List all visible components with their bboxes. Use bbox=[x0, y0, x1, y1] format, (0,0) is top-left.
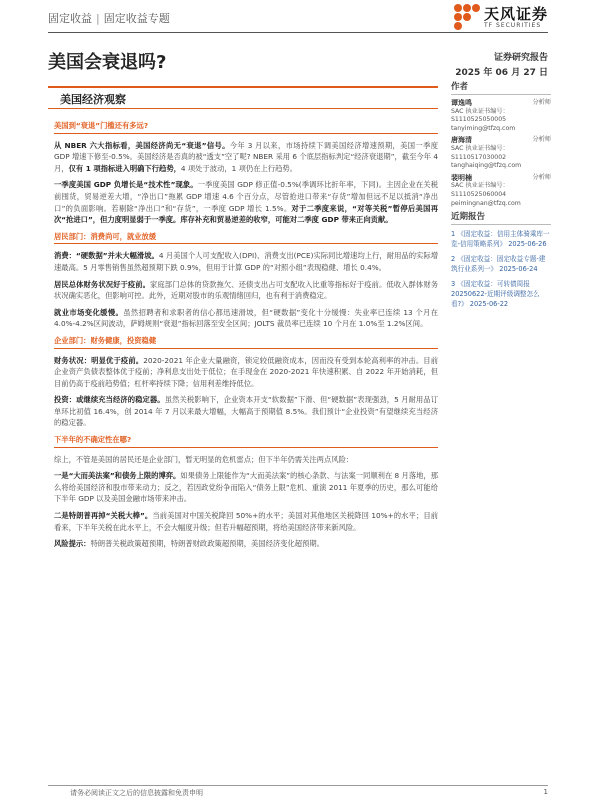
paragraph-text: 特朗普关税政策超预期，特朗普财政政策超预期，美国经济变化超预期。 bbox=[90, 539, 324, 549]
header-tags bbox=[48, 10, 170, 26]
paragraph-lead: 一是“大而美法案”和债务上限的博弈。 bbox=[54, 471, 181, 481]
section bbox=[54, 335, 438, 429]
logo-mark-icon bbox=[454, 4, 480, 30]
paragraph-lead: 风险提示： bbox=[54, 539, 91, 549]
author-email[interactable]: tanyiming@tfzq.com bbox=[451, 124, 516, 132]
report-date: 2025 年 06 月 27 日 bbox=[455, 68, 548, 78]
paragraph-text: 综上，不管是美国的居民还是企业部门，暂无明显的危机雷点；但下半年仍需关注两点风险： bbox=[54, 454, 354, 464]
paragraph bbox=[54, 538, 438, 550]
doc-type: 证券研究报告 bbox=[493, 53, 548, 63]
paragraph-lead: 财务状况：明显优于疫前。 bbox=[54, 355, 144, 365]
paragraph-text: 如果债务上限能作为“大而美法案”的核心条款、与法案一同顺利在 8 月落地，那么将给美国经济和股市带来动力；反之，若因政党纷争而陷入“债务上限”危机、重演 2011 年夏季的历史，那么可能给下半年 GDP 以及美国金融市场带来冲击。 bbox=[54, 471, 439, 504]
paragraph-text: 2020-2021 年企业大量融资，锁定较低融资成本，因而没有受到本轮高利率的冲击。目前企业资产负债表整体优于疫前；净利息支出处于低位；在手现金在 2020-2021 年快速积累、自 2022 年开始消耗，但目前仍高于疫前趋势值；杠杆率持续下降；信用利差维持低位。 bbox=[54, 355, 439, 388]
footer-disclaimer: 请务必阅读正文之后的信息披露和免责申明 bbox=[70, 789, 203, 797]
section-heading: 企业部门：财务健康，投资稳健 bbox=[54, 335, 438, 349]
paragraph bbox=[54, 454, 438, 466]
author-role: 分析师 bbox=[532, 173, 551, 181]
paragraph bbox=[54, 140, 438, 175]
paragraph bbox=[54, 355, 438, 390]
paragraph-lead: 就业市场变化缓慢。 bbox=[54, 307, 124, 317]
logo-text-en: TF SECURITIES bbox=[483, 21, 542, 29]
paragraph bbox=[54, 470, 438, 505]
authors-panel bbox=[451, 80, 551, 211]
author-card bbox=[451, 99, 551, 133]
paragraph-text: 4 月美国个人可支配收入(DPI)、消费支出(PCE)实际同比增速均上行，耐用品的实际增速最高。5 月零售销售虽然超预期下跌 0.9%，但用于计算 GDP 的“对照小组”表现稳健、增长 0.4%。 bbox=[54, 251, 439, 272]
paragraph-text: 今年 3 月以来，市场持续下调美国经济增速预期，美国一季度 GDP 增速下修至-0.5%。美国经济是否真的被“透支”空了呢? NBER 采用 6 个底层指标判定“经济衰退期”，截至今年 4 月， bbox=[54, 140, 438, 173]
section-heading: 美国到“衰退”门槛还有多远? bbox=[54, 120, 438, 134]
authors-heading: 作者 bbox=[451, 80, 551, 95]
paragraph bbox=[54, 179, 438, 225]
logo-text-cn: 天风证券 bbox=[483, 4, 548, 23]
author-name: 谭逸鸣 bbox=[451, 99, 472, 107]
main-content bbox=[54, 120, 438, 555]
author-cert: SAC 执业证书编号：S1110525060004 bbox=[451, 182, 509, 198]
recent-report-link[interactable]: 1 《固定收益：信用主体骑乘库一览-信用策略系列》 2025-06-26 bbox=[451, 230, 550, 249]
paragraph bbox=[54, 307, 438, 330]
author-cert: SAC 执业证书编号：S1110517030002 bbox=[451, 144, 509, 161]
paragraph-lead: 一季度美国 GDP 负增长是“技术性”现象。 bbox=[54, 180, 198, 190]
footer-divider bbox=[48, 785, 548, 786]
paragraph-text: 一季度美国 GDP 修正值-0.5%(季调环比折年率，下同)。主因企业在关税前囤货，贸易逆差大增，“净出口”拖累 GDP 增速 4.6 个百分点，尽管抢进口带来“存货”增加但远不足以抵消“净出口”的负面影响。若剔除“净出口”和“存货”，一季度 GDP 增长 1.5%。 bbox=[54, 180, 438, 213]
paragraph-text: 虽然关税影响下，企业资本开支“软数据”下滑、但“硬数据”表现强劲，5 月耐用品订单环比初值 16.4%，创 2014 年 7 月以来最大增幅，大幅高于预期值 8.5%。我们预计“企业投资”有望继续充当经济的稳定器。 bbox=[54, 395, 438, 428]
header-tag-topic: 固定收益专题 bbox=[103, 12, 170, 25]
author-email[interactable]: peimingnan@tfzq.com bbox=[451, 199, 521, 207]
recent-report-link[interactable]: 3 《固定收益：可转债周报 20250622-近期评级调整怎么看?》 2025-06-22 bbox=[451, 279, 540, 309]
recent-reports-heading: 近期报告 bbox=[451, 210, 551, 225]
paragraph-text: 当前美国对中国关税降回 50%+的水平；美国对其他地区关税降回 10%+的水平；目前看来，下半年关税在此水平上，不会大幅度升级；但若升幅超预期，将给美国经济带来新风险。 bbox=[54, 511, 438, 532]
author-card bbox=[451, 174, 551, 208]
author-role: 分析师 bbox=[532, 99, 551, 106]
page-number: 1 bbox=[543, 788, 548, 796]
author-name: 裴明楠 bbox=[451, 173, 472, 182]
author-card bbox=[451, 136, 551, 170]
paragraph-lead: 二是特朗普再掉“关税大棒”。 bbox=[54, 511, 153, 521]
subtitle: 美国经济观察 bbox=[60, 93, 126, 106]
paragraph bbox=[54, 510, 438, 533]
paragraph-lead: 从 NBER 六大指标看，美国经济尚无“衰退”信号。 bbox=[54, 140, 230, 150]
section-heading: 居民部门：消费尚可，就业放缓 bbox=[54, 231, 438, 245]
paragraph bbox=[54, 279, 438, 302]
section-heading: 下半年的不确定性在哪? bbox=[54, 434, 438, 448]
header-tag-fixed-income: 固定收益 bbox=[48, 12, 92, 25]
recent-reports-panel bbox=[451, 210, 551, 314]
recent-report-link[interactable]: 2 《固定收益：固定收益专题-建筑行业系列一》 2025-06-24 bbox=[451, 254, 546, 274]
company-logo bbox=[454, 2, 548, 32]
section bbox=[54, 120, 438, 226]
header-separator: | bbox=[96, 12, 100, 25]
paragraph-lead: 居民总体财务状况好于疫前。 bbox=[54, 279, 151, 289]
paragraph-emphasis: 仅有 1 项指标进入明确下行趋势， bbox=[68, 163, 181, 173]
author-email[interactable]: tanghaiqing@tfzq.com bbox=[451, 162, 522, 170]
paragraph bbox=[54, 394, 438, 429]
paragraph-text: 家庭部门总体的贷款拖欠、还债支出占可支配收入比重等指标好于疫前。低收入群体财务状况确实恶化，但影响可控。此外，近期对股市的乐观情绪回归，也有利于消费稳定。 bbox=[54, 279, 439, 301]
author-role: 分析师 bbox=[532, 136, 551, 144]
paragraph-emphasis: 对于二季度来说，“对等关税”暂停后美国再次“抢进口”，但力度明显弱于一季度。库存补充和贸易逆差的收窄，可能对二季度 GDP 带来正向贡献。 bbox=[54, 203, 439, 225]
section bbox=[54, 231, 438, 330]
paragraph-tail: 4 项处于波动，1 项仍在上行趋势。 bbox=[180, 163, 298, 173]
author-cert: SAC 执业证书编号：S1110525050005 bbox=[451, 107, 509, 124]
paragraph-lead: 投资：或继续充当经济的稳定器。 bbox=[54, 395, 165, 405]
paragraph bbox=[54, 250, 438, 273]
author-name: 唐海清 bbox=[451, 136, 472, 145]
section bbox=[54, 434, 438, 550]
paragraph-lead: 消费：“硬数据”并未大幅滑坡。 bbox=[54, 251, 159, 261]
paragraph-text: 虽然招聘者和求职者的信心都迅速滑坡，但“硬数据”变化十分缓慢：失业率已连续 13 个月在 4.0%-4.2%区间波动，萨姆规则“衰退”指标回落至安全区间；JOLTS 裁员率已连续 10 个月在 1.0%至 1.2%区间。 bbox=[54, 307, 439, 329]
subtitle-bar bbox=[48, 86, 438, 109]
page-title: 美国会衰退吗? bbox=[48, 52, 167, 73]
header-divider bbox=[48, 32, 548, 33]
